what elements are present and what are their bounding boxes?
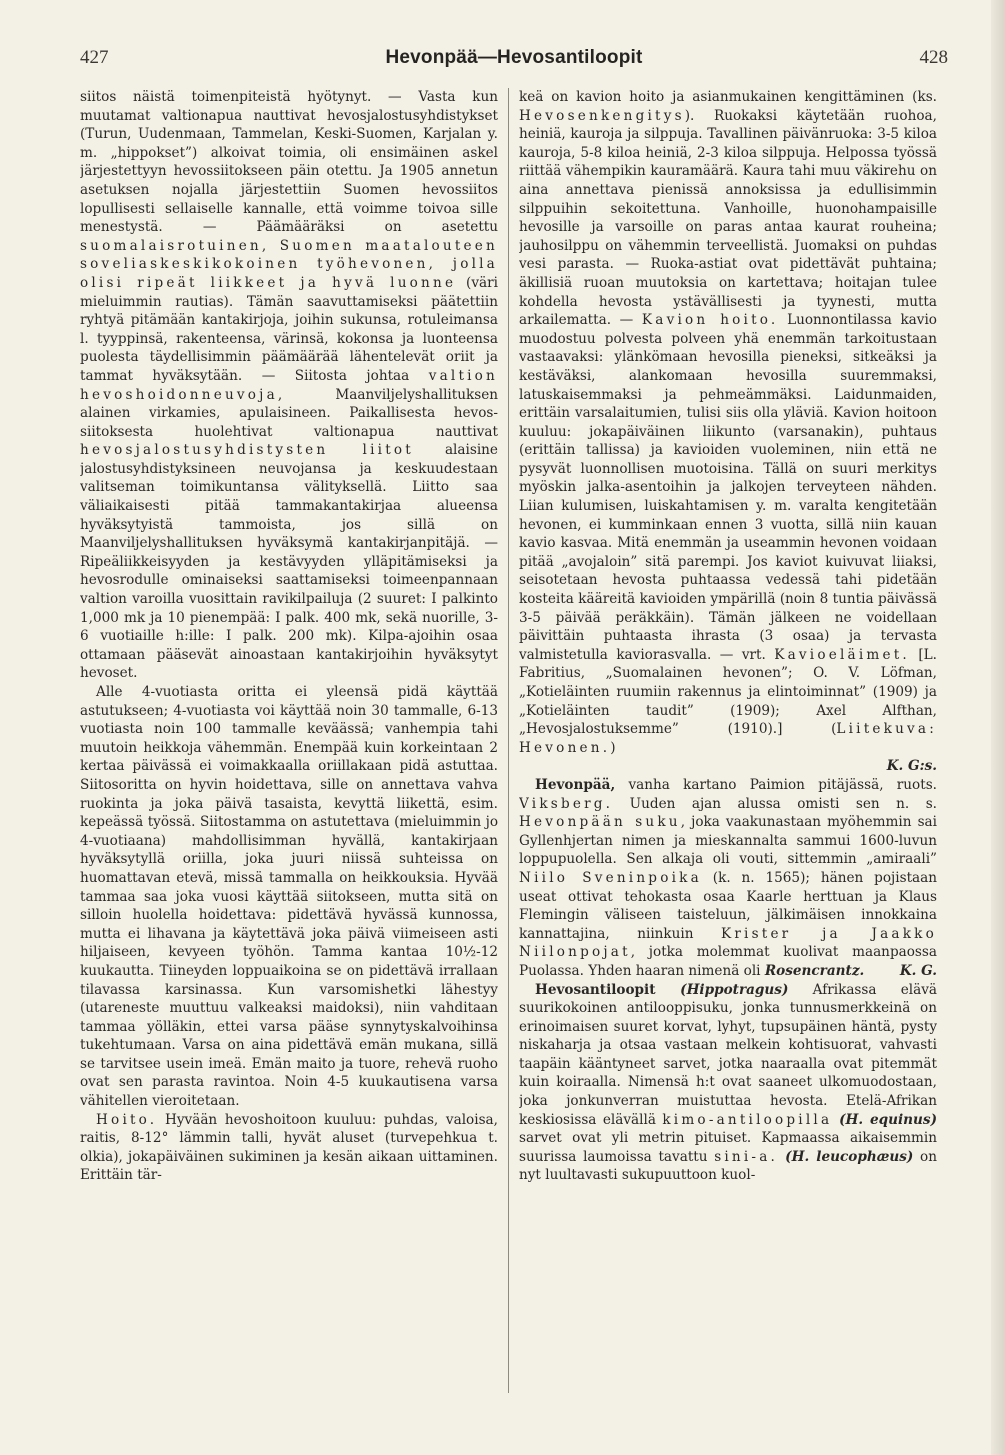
entry-title: Hevosantiloopit (535, 981, 656, 998)
spaced-text: Niilo Sveninpoika (519, 869, 702, 886)
right-column (519, 88, 937, 1400)
text-run: Afrikassa elävä suurikokoinen antilooppisuku, jonka tunnusmerkkeinä on erinoimaisen suuret korvat, lyhyt, tupsupäinen häntä, pysty niskaharja ja otsaa vastaan melkein kohtisuorat, vahvasti taapäin kääntyneet sarvet, jotka naaraalla ovat pitemmät kuin koiraalla. Nimensä h:t ovat saaneet ulkomuodostaan, joka jonkunverran muistuttaa hevosta. Etelä-Afrikan keskiosissa elävällä (519, 981, 937, 1128)
text-run: , jotka molemmat kuolivat maanpaossa Puolassa. Yhden haaran nimenä oli (519, 944, 937, 979)
text-run: (väri mieluimmin rautias). Tämän saavuttamiseksi päätettiin ryhtyä pitämään kantakirjoja, joihin sukunsa, rotuleimansa l. tyyppinsä, rakenteensa, värinsä, kokonsa ja luonteensa puolesta täydellisimmin päämäärää lähentelevät oriit ja tammat hyväksytään. — Siitosta johtaa (80, 274, 498, 384)
spaced-text: Krister ja Jaakko Niilonpojat (519, 925, 937, 961)
right-page-number: 428 (919, 47, 948, 68)
latin-name: (H. equinus) (832, 1111, 937, 1128)
page-edge-shadow (991, 0, 1005, 1455)
text-run: vanha kartano Paimion pitäjässä, ruots. (615, 776, 937, 793)
left-column (80, 88, 498, 1400)
text-run: sarvet ovat yli metrin pituiset. Kapmaassa aikaisemmin suurissa laumoissa tavattu (519, 1130, 937, 1165)
italic-name: Rosencrantz. (764, 962, 865, 979)
column-divider (508, 88, 509, 1393)
text-run: keä on kavion hoito ja asianmukainen kengittäminen (ks. (519, 89, 937, 105)
spaced-text: hevosjalostusyhdistysten liitot (80, 442, 414, 459)
entry-hevosantiloopit (519, 981, 937, 1186)
paragraph-horse-breeding (80, 88, 498, 683)
author-signature: K. G. (899, 962, 937, 979)
paragraph-care (80, 1111, 498, 1185)
text-run: Luonnontilassa kavio muodostuu polvesta polveen yhä enemmän tarkoitustaan vastaavaksi: ylänkömaan hevosilla pieneksi, sitkeäksi ja kestäväksi, alankomaan hevosilla suuremmaksi, latuskaisemmaksi ja pehmeämmäksi. Laidunmaiden, erittäin varsalaitumien, tulisi siis olla yläviä. Kavion hoitoon kuuluu: jokapäiväinen liikunto (varsanakin), puhtaus (erittäin tallissa) ja kavioiden vuoleminen, niin että ne pysyvät luonnollisen muotoisina. Tällä on suuri merkitys myöskin jalka-asentoihin ja jalkojen terveyteen nähden. Liian kulumisen, luiskahtamisen y. m. varalta kengitetään hevonen, ei kumminkaan ennen 3 vuotta, sillä niin kauan kavio kasvaa. Mitä enemmän ja useammin hevonen voidaan pitää „avojaloin” sitä parempi. Jos kaviot kuivuvat liiaksi, seisotetaan hevosta puhtaassa vedessä tahi pidetään kosteita kääreitä kavioiden ympärillä (noin 8 tuntia päivässä 3-5 päivää peräkkäin). Tämän jälkeen ne voidellaan päivittäin puhtaasta ihrasta (3 osaa) ja tervasta valmistetulla kaviorasvalla. — vrt. (519, 312, 937, 663)
spaced-text: Kavion hoito. (641, 312, 779, 329)
text-run: Hyvään hevoshoitoon kuuluu: puhdas, valoisa, raitis, 8-12° lämmin talli, hyvät aluset (turvepehkua t. olkia), jokapäiväinen sukiminen ja kesän aikaan uittaminen. Erittäin tär- (80, 1111, 498, 1184)
spaced-text: Hevosenkengitys (519, 107, 685, 124)
spaced-text: Hoito. (96, 1111, 158, 1128)
text-run: Uuden ajan alussa omisti sen n. s. (613, 795, 937, 812)
author-signature: K. G:s. (886, 758, 937, 775)
spaced-text: Hevonpään suku (519, 814, 681, 831)
spaced-text: sini-a. (714, 1148, 779, 1165)
text-run: [L. Fabritius, „Suomalainen hevonen”; O. V. Löfman, „Kotieläinten ruumiin rakennus ja elintoiminnat” (1909) ja „Kotieläinten taudit” (1909); Axel Alfthan, „Hevosjalostuksemme” (1910).] ( (519, 646, 937, 738)
text-run: (k. n. 1565); hänen pojistaan useat ottivat tehokasta osaa Kaarle herttuan ja Klaus Flemingin väliseen taisteluun, jälkimäisen innokkaina kannattajina, niinkuin (519, 869, 937, 942)
spaced-text: kimo-antiloopilla (662, 1111, 833, 1128)
latin-name: (Hippotragus) (655, 981, 789, 998)
spaced-text: Liitekuva: Hevonen. (519, 721, 937, 756)
paragraph-feeding-hoof-care (519, 88, 937, 757)
text-run: on nyt luultavasti sukupuuttoon kuol- (519, 1148, 937, 1184)
text-run: , joka vaakunastaan myöhemmin sai Gyllenhjertan nimen ja mieskannalta sammui 1600-luvun loppupuolella. Sen alkaja oli vouti, sittemmin „amiraali” (519, 814, 937, 868)
entry-hevonpaa (519, 776, 937, 981)
running-title: Hevonpää—Hevosantiloopit (385, 47, 643, 68)
paragraph-stallion-mare: Alle 4-vuotiasta oritta ei yleensä pidä käyttää astutukseen; 4-vuotiasta voi käyttää noin 30 tammalle, 6-13 vuotiasta noin 100 tammalle keväässä; vanhempia tahi muutoin heikkoja vähemmän. Enempää kuin korkeintaan 2 kertaa päivässä ei voimakkaalla oriillakaan pidä astuttaa. Siitosoritta on hyvin hoidettava, sille on annettava vahva ruokinta ja joka päivä tasaista, kevyttä liikettä, esim. kepeässä työssä. Siitostamma on astutettava (mieluimmin jo 4-vuotiaana) mahdollisimman hyvällä, kantakirjaan hyväksytyllä oriilla, joka juuri niissä suhteissa on huomattavan etevä, missä tammalla on heikkouksia. Hyvää tammaa saa joka vuosi käyttää siitokseen, mutta sitä on silloin huolella hoidettava: pidettävä hyvässä kunnossa, mutta ei lihavana ja käytettävä joka päivä viimeiseen asti hiljaiseen, kevyeen työhön. Tamma kantaa 10½-12 kuukautta. Tiineyden loppuaikoina se on pidettävä irrallaan tilavassa karsinassa. Kun varsomishetki lähestyy (utareneste muuttuu valkeaksi maidoksi), niin vahditaan tammaa yölläkin, ettei varsa pääse synnytyskalvoihinsa tukehtumaan. Varsa on aina pidettävä emän mukana, sillä se tarvitsee usein imeä. Emän maito ja tuore, rehevä ruoho ovat sen parasta ravintoa. Noin 4-5 kuukautisena varsa vähitellen vieroitetaan. (80, 684, 498, 1110)
spaced-text: suomalaisrotuinen, Suomen maatalouteen soveliaskeskikokoinen työhevonen, jolla olisi ripeät liikkeet ja hyvä luonne (80, 237, 498, 291)
page-header (80, 47, 948, 77)
left-page-number: 427 (80, 47, 109, 68)
latin-name: (H. leucophæus) (778, 1148, 914, 1165)
spaced-text: Viksberg. (519, 795, 614, 812)
text-run: ) (610, 739, 616, 756)
text-run: alaisine jalostusyhdistyksineen neuvojansa ja keskuudestaan valitseman toimikuntansa välityksellä. Liitto saa väliaikaisesti pitää tammakantakirjaa alueensa hyväksytyistä tammoista, jos sillä on Maanviljelyshallituksen hyväksymä kantakirjanpitäjä. — Ripeäliikkeisyyden ja kestävyyden ylläpitämiseksi ja hevosrodulle ominaiseksi saattamiseksi toimeenpannaan valtion varoilla vuosittain ravikilpailuja (2 suuret: I palkinto 1,000 mk ja 10 pienempää: I palk. 400 mk, sekä nuorille, 3-6 vuotiaille h:ille: I palk. 200 mk). Kilpa-ajoihin osaa ottamaan pääsevät ainoastaan kantakirjoihin hyväksytyt hevoset. (80, 442, 498, 682)
spaced-text: valtion hevoshoidonneuvoja (80, 367, 498, 403)
text-run: siitos näistä toimenpiteistä hyötynyt. — Vasta kun muutamat valtionapua nauttivat hevosjalostusyhdistykset (Turun, Uudenmaan, Tammelan, Keski-Suomen, Karjalan y. m. „hippokset”) alkoivat toimia, oli ensimäinen askel järjestettyyn hevossiitokseen päin otettu. Ja 1905 annetun asetuksen nojalla järjestettiin Suomen hevossiitos lopullisesti sellaiselle kannalle, että voimme toivoa sille menestystä. — Päämääräksi on asetettu (80, 89, 498, 236)
text-run: , Maanviljelyshallituksen alainen virkamies, apulaisineen. Paikallisesta hevos-siitoksesta huolehtivat valtionapua nauttivat (80, 386, 498, 440)
text-run: ). Ruokaksi käytetään ruohoa, heiniä, kauroja ja silppuja. Tavallinen päivänruoka: 3-5 kiloa kauroja, 5-8 kiloa heiniä, 2-3 kiloa silppuja. Helpossa työssä riittää vähempikin kauramäärä. Kaura tahi muu väkirehu on aina annettava pienissä annoksissa ja edullisimmin silppuihin sekoitettuna. Vanhoille, huonohampaisille hevosille ja varsoille on paras antaa kaurat rouheina; jauhosilppu on vähemmin terveellistä. Juomaksi on puhdas vesi parasta. — Ruoka-astiat ovat pidettävät puhtaina; äkillisiä ruoan muutoksia on kartettava; hoitajan tulee kohdella hevosta ystävällisesti ja tyynesti, mutta arkailematta. — (519, 107, 937, 329)
entry-title: Hevonpää, (535, 776, 616, 793)
spaced-text: Kavioeläimet. (774, 646, 910, 663)
